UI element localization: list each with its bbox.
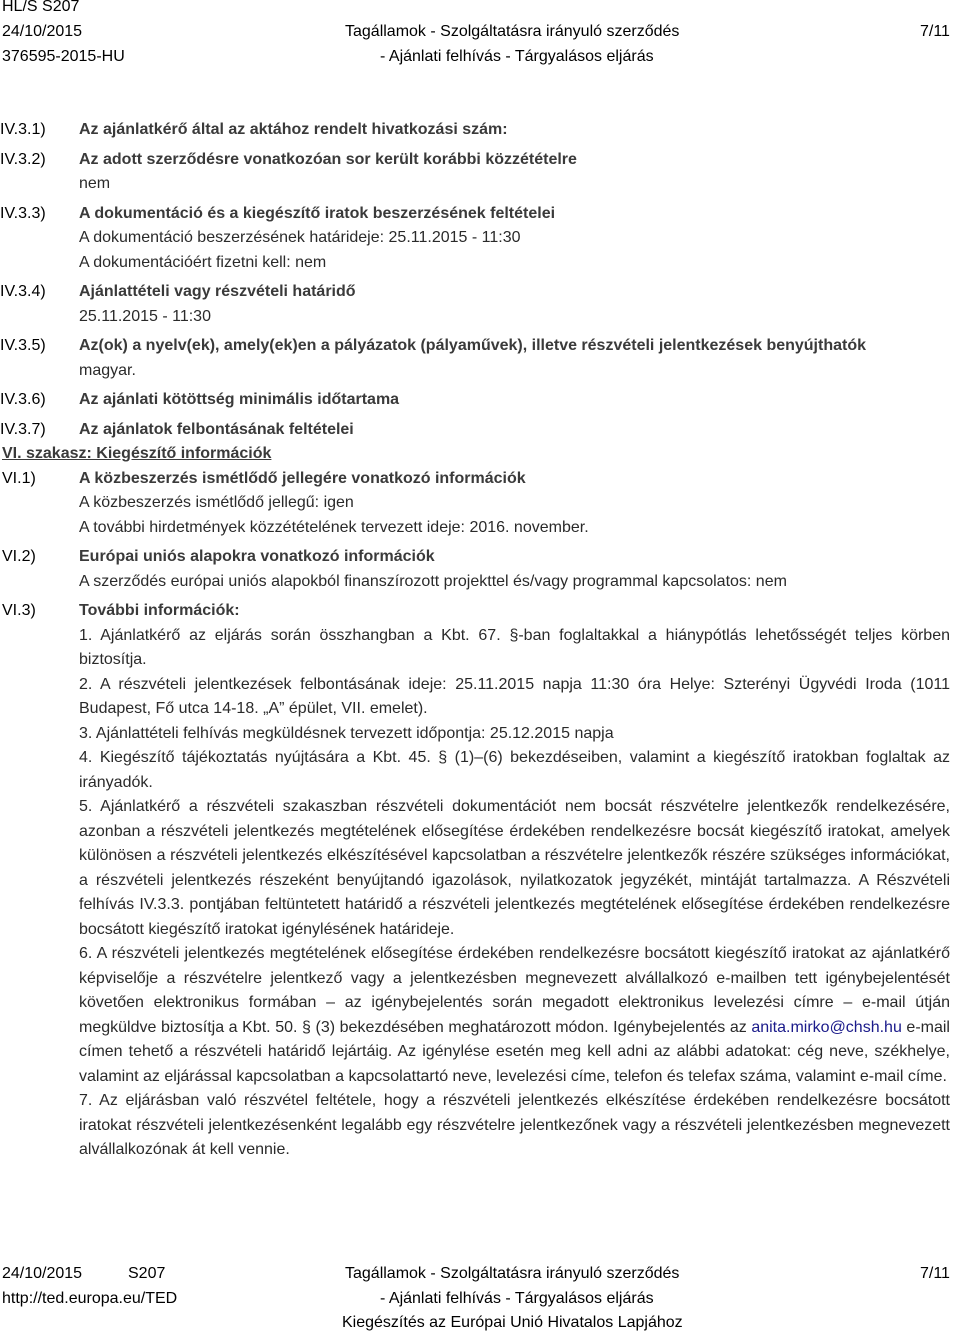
info-paragraph-4: 4. Kiegészítő tájékoztatás nyújtására a Kbt. 45. § (1)–(6) bekezdéseiben, valamint a kiegészítő iratokban foglaltak az irányadók. xyxy=(79,749,950,791)
section-vi-1 xyxy=(0,467,960,541)
info-paragraph-1: 1. Ajánlatkérő az eljárás során összhangban a Kbt. 67. §-ban foglaltakkal a hiánypótlás lehetősségét teljes körben biztosítja. xyxy=(79,626,950,668)
section-iv-3-5 xyxy=(0,334,960,383)
section-vi-title: VI. szakasz: Kiegészítő információk xyxy=(2,445,272,462)
header-document-id: HL/S S207 xyxy=(2,0,80,15)
header-title-line1: Tagállamok - Szolgáltatásra irányuló szerződés xyxy=(345,23,680,40)
footer-page-number: 7/11 xyxy=(920,1265,950,1282)
info-paragraph-3: 3. Ajánlattételi felhívás megküldésnek tervezett időpontja: 25.12.2015 napja xyxy=(79,724,614,742)
page-footer xyxy=(0,1263,960,1334)
footer-title-line1: Tagállamok - Szolgáltatásra irányuló szerződés xyxy=(345,1265,680,1282)
footer-url[interactable]: http://ted.europa.eu/TED xyxy=(2,1290,178,1307)
paragraph-text: e-mail címen tehető a részvételi határidő lejártáig. Az igénylése esetén meg kell adni az alábbi adatokat: cég neve, székhelye, valamint az eljárással kapcsolatban a kapcsolattartó neve, levelezési címe, telefon és telefax száma, valamint e-mail címe. xyxy=(79,1018,950,1085)
section-heading: Az ajánlatok felbontásának feltételei xyxy=(79,420,354,438)
section-text: A közbeszerzés ismétlődő jellegű: igen xyxy=(79,494,354,511)
section-text: A további hirdetmények közzétételének tervezett ideje: 2016. november. xyxy=(79,518,589,536)
section-text: A szerződés európai uniós alapokból finanszírozott projekttel és/vagy programmal kapcsolatos: nem xyxy=(79,572,787,590)
footer-code: S207 xyxy=(128,1265,166,1282)
section-number: IV.3.2) xyxy=(0,150,46,168)
info-paragraph-7: 7. Az eljárásban való részvétel feltétele, hogy a részvételi jelentkezés elkészítése érdekében rendelkezésre bocsátott iratokat részvételi jelentkezésenként legalább egy részvételre jelentkezőnek vagy a részvételi jelentkezésben megnevezett alvállalkozónak át kell vennie. xyxy=(79,1092,950,1158)
section-heading: Ajánlattételi vagy részvételi határidő xyxy=(79,283,356,300)
section-number: IV.3.3) xyxy=(0,204,46,222)
email-link[interactable]: anita.mirko@chsh.hu xyxy=(751,1018,902,1036)
page-header xyxy=(0,0,960,72)
section-number: VI.3) xyxy=(2,602,36,619)
info-paragraph-2: 2. A részvételi jelentkezések felbontásának ideje: 25.11.2015 napja 11:30 óra Helye: Szterényi Ügyvédi Iroda (1011 Budapest, Fő utca 14-18. „A” épület, VII. emelet). xyxy=(79,675,950,717)
section-iv-3-7 xyxy=(0,418,960,443)
section-number: VI.1) xyxy=(2,469,36,487)
header-date: 24/10/2015 xyxy=(2,23,83,40)
section-number: IV.3.4) xyxy=(0,283,46,300)
section-heading: Az ajánlatkérő által az aktához rendelt hivatkozási szám: xyxy=(79,121,508,138)
section-heading: Az adott szerződésre vonatkozóan sor került korábbi közzétételre xyxy=(79,150,577,168)
section-number: IV.3.5) xyxy=(0,337,46,354)
section-heading: Az(ok) a nyelv(ek), amely(ek)en a pályázatok (pályaművek), illetve részvételi jelentkezések benyújthatók xyxy=(79,337,866,354)
paragraph-text: 6. A részvételi jelentkezés megtételének elősegítése érdekében rendelkezésre bocsátott kiegészítő iratokat az ajánlatkérő képviselője a részvételre jelentkező vagy a jelentkezésben megnevezett alvállalkozó e-mailben tett igénybejelentését követően elektronikus formában – az igénybejelentés során megadott elektronikus levelezési címre – e-mail útján megküldve biztosítja a Kbt. 50. § (3) bekezdésében meghatározott módon. Igénybejelentés az xyxy=(79,945,950,1036)
header-page-number: 7/11 xyxy=(920,23,950,40)
section-heading: A dokumentáció és a kiegészítő iratok beszerzésének feltételei xyxy=(79,204,556,222)
section-text: nem xyxy=(79,175,111,192)
section-text: A dokumentáció beszerzésének határideje: 25.11.2015 - 11:30 xyxy=(79,229,521,246)
document-body xyxy=(0,118,960,1163)
footer-title-line2: - Ajánlati felhívás - Tárgyalásos eljárás xyxy=(380,1290,654,1307)
section-vi-2 xyxy=(0,545,960,594)
section-iv-3-2 xyxy=(0,148,960,197)
footer-date: 24/10/2015 xyxy=(2,1265,83,1282)
section-number: IV.3.6) xyxy=(0,391,46,408)
section-text: 25.11.2015 - 11:30 xyxy=(79,307,211,325)
section-heading: A közbeszerzés ismétlődő jellegére vonatkozó információk xyxy=(79,469,526,487)
section-iv-3-6 xyxy=(0,388,960,413)
section-heading: További információk: xyxy=(79,602,240,619)
section-iv-3-1 xyxy=(0,118,960,143)
section-heading: Az ajánlati kötöttség minimális időtartama xyxy=(79,391,400,408)
section-heading: Európai uniós alapokra vonatkozó információk xyxy=(79,548,435,565)
section-number: VI.2) xyxy=(2,548,36,565)
section-vi-3 xyxy=(0,599,960,1163)
section-iv-3-3 xyxy=(0,202,960,276)
section-text: A dokumentációért fizetni kell: nem xyxy=(79,253,327,271)
info-paragraph-6 xyxy=(79,942,950,1089)
section-text: magyar. xyxy=(79,361,136,379)
header-title-line2: - Ajánlati felhívás - Tárgyalásos eljárás xyxy=(380,48,654,65)
section-number: IV.3.7) xyxy=(0,420,46,438)
footer-title-line3: Kiegészítés az Európai Unió Hivatalos Lapjához xyxy=(342,1314,683,1331)
header-notice-number: 376595-2015-HU xyxy=(2,48,125,65)
section-number: IV.3.1) xyxy=(0,121,46,138)
info-paragraph-5: 5. Ajánlatkérő a részvételi szakaszban részvételi dokumentációt nem bocsát részvételre jelentkezők rendelkezésére, azonban a részvételi jelentkezés megtételének elősegítése érdekében rendelkezésre bocsát kiegészítő iratokat, amelyek különösen a részvételi jelentkezés elkészítésével kapcsolatban a részvételre jelentkezők részére szükséges információkat, a részvételi jelentkezés részeként benyújtandó igazolások, nyilatkozatok jegyzékét, mintáját tartalmazza. A Részvételi felhívás IV.3.3. pontjában feltüntetett határidő a részvételi jelentkezés megtételének elősegítése érdekében rendelkezésre bocsátott kiegészítő iratokat igénylésének határideje. xyxy=(79,798,950,938)
section-iv-3-4 xyxy=(0,280,960,329)
